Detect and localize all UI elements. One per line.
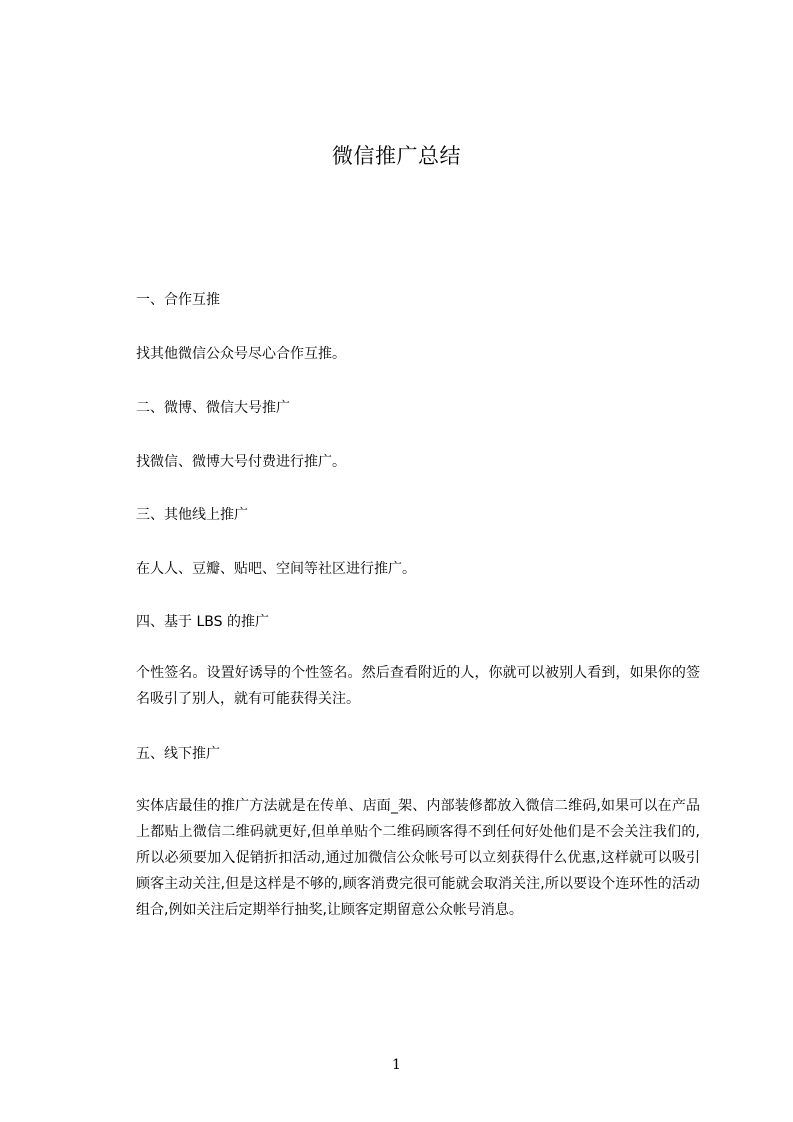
- section-heading-2: 二、微博、微信大号推广: [136, 400, 290, 416]
- section-heading-1: 一、合作互推: [136, 292, 220, 308]
- section-body-2: 找微信、微博大号付费进行推广。: [136, 454, 346, 470]
- document-title: 微信推广总结: [332, 144, 461, 168]
- section-heading-4: 四、基于 LBS 的推广: [136, 614, 269, 630]
- section-body-1: 找其他微信公众号尽心合作互推。: [136, 346, 346, 362]
- section-body-5-text: 实体店最佳的推广方法就是在传单、店面_架、内部装修都放入微信二维码,如果可以在产品上都贴上微信二维码就更好,但单单贴个二维码顾客得不到任何好处他们是不会关注我们的,所以必须要加入促销折扣活动,通过加微信公众帐号可以立刻获得什么优惠,这样就可以吸引顾客主动关注,但是这样是不够的,顾客消费完很可能就会取消关注,所以要设个连环性的活动组合,例如关注后定期举行抽奖,让顾客定期留意公众帐号消息。: [136, 798, 700, 918]
- section-heading-5: 五、线下推广: [136, 746, 220, 762]
- section-body-4: [104, 660, 700, 712]
- section-body-5: [104, 793, 700, 923]
- section-body-3: 在人人、豆瓣、贴吧、空间等社区进行推广。: [136, 561, 416, 577]
- section-body-4-text: 个性签名。设置好诱导的个性签名。然后查看附近的人，你就可以被别人看到，如果你的签名吸引了别人，就有可能获得关注。: [136, 665, 700, 707]
- section-heading-3: 三、其他线上推广: [136, 507, 248, 523]
- page-number: 1: [392, 1057, 401, 1073]
